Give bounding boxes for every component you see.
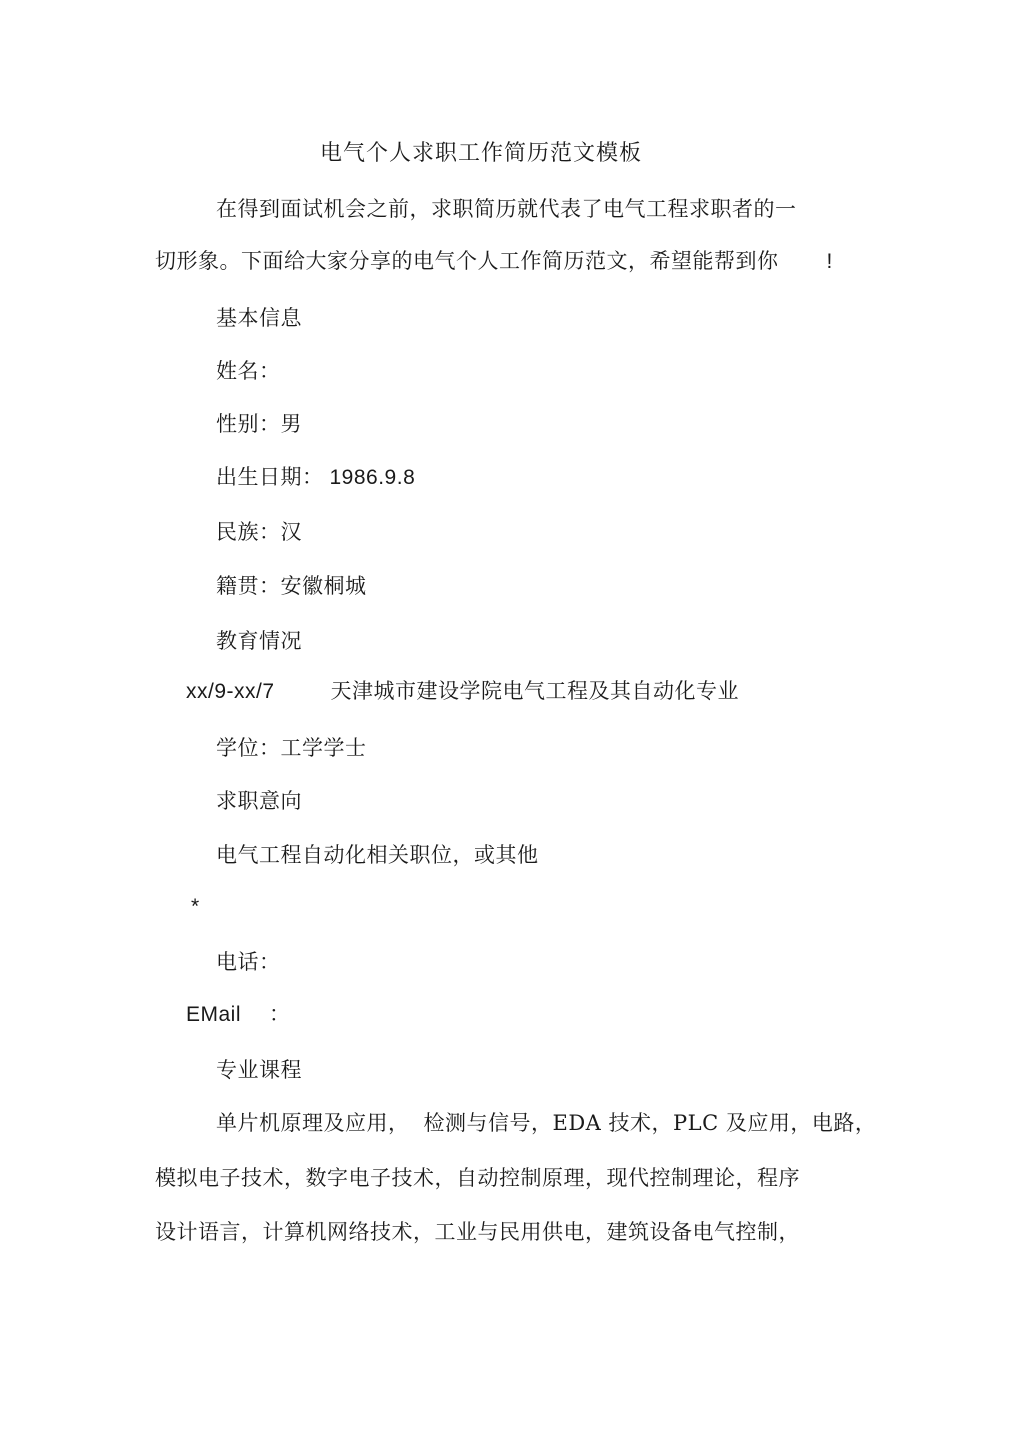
intro-line-2-end: ! (826, 250, 833, 273)
document-title: 电气个人求职工作简历范文模板 (320, 141, 643, 166)
courses-heading: 专业课程 (216, 1058, 302, 1082)
name-label: 姓名： (216, 359, 281, 383)
courses-line-1-part-1: 单片机原理及应用， (216, 1111, 410, 1135)
education-school: 天津城市建设学院电气工程及其自动化专业 (330, 679, 740, 703)
degree-field: 学位：工学学士 (216, 736, 367, 760)
birth-date-field (216, 463, 415, 492)
education-heading: 教育情况 (216, 629, 302, 653)
birth-date-value: 1986.9.8 (329, 466, 416, 489)
basic-info-heading: 基本信息 (216, 306, 302, 330)
courses-line-1 (216, 1109, 876, 1137)
intro-line-2 (155, 247, 833, 276)
intro-line-1: 在得到面试机会之前，求职简历就代表了电气工程求职者的一 (216, 197, 797, 221)
courses-line-3: 设计语言，计算机网络技术，工业与民用供电，建筑设备电气控制， (155, 1220, 800, 1244)
birth-date-label: 出生日期： (216, 465, 324, 489)
education-period: xx/9-xx/7 (186, 680, 275, 703)
email-field (186, 1000, 291, 1029)
courses-line-2: 模拟电子技术，数字电子技术，自动控制原理，现代控制理论，程序 (155, 1166, 800, 1190)
email-label: EMail (186, 1003, 242, 1026)
ethnicity-field: 民族：汉 (216, 520, 302, 544)
email-colon: ： (269, 1002, 291, 1026)
intention-text: 电气工程自动化相关职位，或其他 (216, 843, 539, 867)
gender-field: 性别：男 (216, 412, 302, 436)
contact-marker: * (191, 895, 200, 918)
education-entry (186, 677, 739, 706)
intention-heading: 求职意向 (216, 789, 302, 813)
hometown-field: 籍贯：安徽桐城 (216, 574, 367, 598)
intro-line-2-text: 切形象。下面给大家分享的电气个人工作简历范文，希望能帮到你 (155, 249, 779, 273)
courses-line-1-part-2: 检测与信号，EDA 技术，PLC 及应用，电路， (423, 1111, 877, 1135)
phone-label: 电话： (216, 950, 281, 974)
